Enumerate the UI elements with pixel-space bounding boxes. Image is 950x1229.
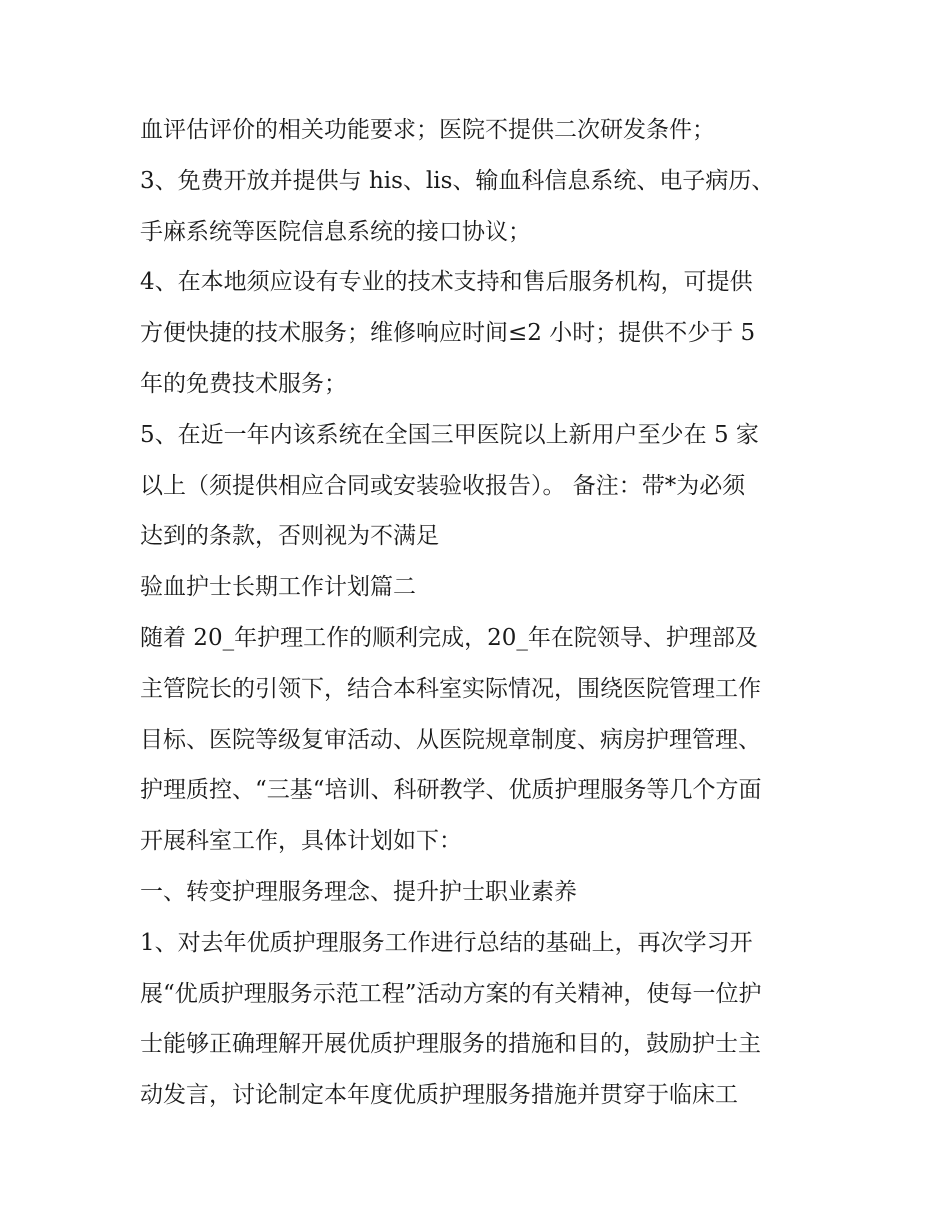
text-line: 方便快捷的技术服务；维修响应时间≤2 小时；提供不少于 5 xyxy=(140,320,756,347)
text-line: 主管院长的引领下，结合本科室实际情况，围绕医院管理工作 xyxy=(140,675,761,702)
text-line: 随着 20_年护理工作的顺利完成，20_年在院领导、护理部及 xyxy=(140,624,758,651)
text-line: 年的免费技术服务； xyxy=(140,370,347,397)
subsection-heading: 一、转变护理服务理念、提升护士职业素养 xyxy=(140,878,577,905)
text-line: 护理质控、“三基“培训、科研教学、优质护理服务等几个方面 xyxy=(140,777,762,804)
text-line: 展“优质护理服务示范工程”活动方案的有关精神，使每一位护 xyxy=(140,980,762,1007)
section-heading: 验血护士长期工作计划篇二 xyxy=(140,574,416,601)
text-line: 3、免费开放并提供与 his、lis、输血科信息系统、电子病历、 xyxy=(140,167,775,194)
text-line: 开展科室工作，具体计划如下： xyxy=(140,828,462,855)
text-line: 血评估评价的相关功能要求；医院不提供二次研发条件； xyxy=(140,117,715,143)
text-line: 达到的条款，否则视为不满足 xyxy=(140,523,439,550)
text-line: 以上（须提供相应合同或安装验收报告）。 备注：带*为必须 xyxy=(140,472,746,499)
text-line: 5、在近一年内该系统在全国三甲医院以上新用户至少在 5 家 xyxy=(140,421,759,448)
text-line: 目标、医院等级复审活动、从医院规章制度、病房护理管理、 xyxy=(140,726,761,753)
document-body xyxy=(140,105,820,1121)
text-line: 动发言，讨论制定本年度优质护理服务措施并贯穿于临床工 xyxy=(140,1082,738,1109)
text-line: 士能够正确理解开展优质护理服务的措施和目的，鼓励护士主 xyxy=(140,1031,761,1058)
text-line: 4、在本地须应设有专业的技术支持和售后服务机构，可提供 xyxy=(140,269,753,296)
text-line: 1、对去年优质护理服务工作进行总结的基础上，再次学习开 xyxy=(140,929,753,956)
text-line: 手麻系统等医院信息系统的接口协议； xyxy=(140,218,531,245)
